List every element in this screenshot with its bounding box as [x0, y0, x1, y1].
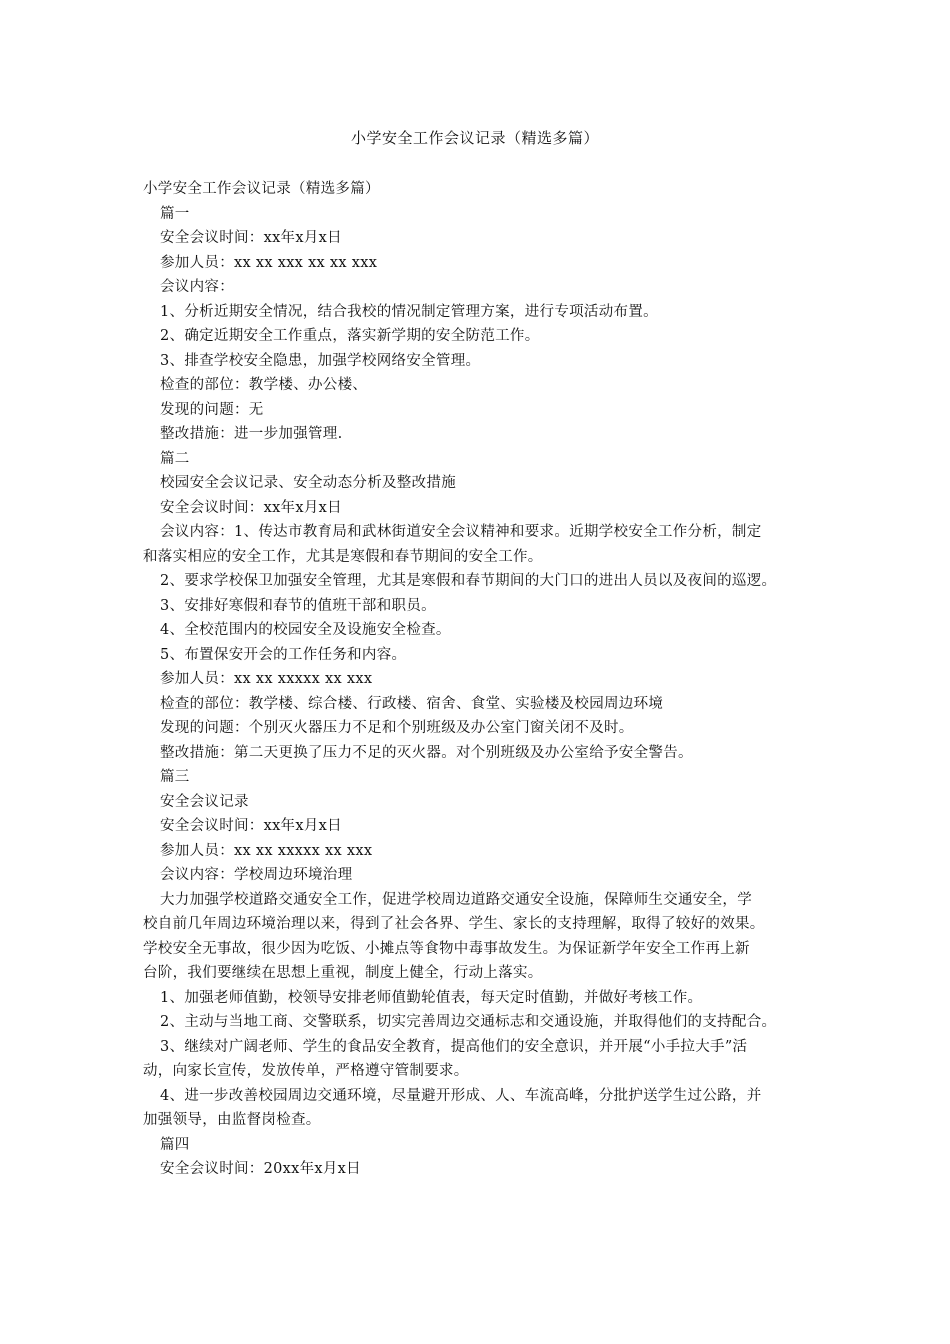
document-line: 校自前几年周边环境治理以来，得到了社会各界、学生、家长的支持理解，取得了较好的效果。	[143, 916, 765, 932]
document-line: 会议内容：学校周边环境治理	[160, 867, 353, 883]
document-line: 2、要求学校保卫加强安全管理，尤其是寒假和春节期间的大门口的进出人员以及夜间的巡逻。	[160, 573, 777, 589]
document-line: 动，向家长宣传，发放传单，严格遵守管制要求。	[143, 1063, 469, 1079]
document-line: 加强领导，由监督岗检查。	[143, 1112, 321, 1128]
document-line: 篇四	[160, 1136, 190, 1153]
document-line: 安全会议时间：xx年x月x日	[160, 818, 342, 834]
document-line: 1、分析近期安全情况，结合我校的情况制定管理方案，进行专项活动布置。	[160, 303, 658, 320]
document-line: 学校安全无事故，很少因为吃饭、小摊点等食物中毒事故发生。为保证新学年安全工作再上新	[143, 940, 750, 957]
document-line: 会议内容：	[160, 279, 234, 295]
document-line: 检查的部位：教学楼、综合楼、行政楼、宿舍、食堂、实验楼及校园周边环境	[160, 695, 664, 712]
document-line: 篇三	[160, 769, 190, 785]
document-line: 安全会议时间：xx年x月x日	[160, 499, 342, 516]
document-line: 篇二	[160, 450, 190, 467]
document-line: 和落实相应的安全工作，尤其是寒假和春节期间的安全工作。	[143, 548, 543, 565]
document-line: 3、继续对广阔老师、学生的食品安全教育，提高他们的安全意识，并开展“小手拉大手”活	[160, 1038, 748, 1055]
document-line: 安全会议时间：20xx年x月x日	[160, 1161, 361, 1177]
document-line: 4、全校范围内的校园安全及设施安全检查。	[160, 622, 451, 638]
document-line: 2、主动与当地工商、交警联系，切实完善周边交通标志和交通设施，并取得他们的支持配合。	[160, 1014, 777, 1030]
document-line: 小学安全工作会议记录（精选多篇）	[143, 181, 380, 197]
document-line: 安全会议时间：xx年x月x日	[160, 230, 342, 246]
document-line: 2、确定近期安全工作重点，落实新学期的安全防范工作。	[160, 328, 540, 344]
document-line: 参加人员：xx xx xxxxx xx xxx	[160, 671, 373, 687]
document-line: 4、进一步改善校园周边交通环境，尽量避开形成、人、车流高峰，分批护送学生过公路，并	[160, 1087, 762, 1104]
document-line: 3、排查学校安全隐患，加强学校网络安全管理。	[160, 352, 481, 369]
document-line: 大力加强学校道路交通安全工作，促进学校周边道路交通安全设施，保障师生交通安全，学	[160, 891, 752, 908]
document-line: 发现的问题：无	[160, 401, 264, 418]
document-line: 参加人员：xx xx xxxxx xx xxx	[160, 842, 373, 859]
document-line: 整改措施：第二天更换了压力不足的灭火器。对个别班级及办公室给予安全警告。	[160, 744, 693, 761]
document-line: 校园安全会议记录、安全动态分析及整改措施	[160, 475, 456, 491]
document-line: 检查的部位：教学楼、办公楼、	[160, 377, 368, 393]
document-line: 发现的问题：个别灭火器压力不足和个别班级及办公室门窗关闭不及时。	[160, 720, 634, 736]
document-line: 安全会议记录	[160, 793, 249, 810]
document-line: 篇一	[160, 205, 190, 222]
document-line: 参加人员：xx xx xxx xx xx xxx	[160, 254, 378, 271]
document-line: 3、安排好寒假和春节的值班干部和职员。	[160, 597, 436, 614]
document-line: 会议内容：1、传达市教育局和武林街道安全会议精神和要求。近期学校安全工作分析，制定	[160, 524, 762, 540]
document-body	[143, 177, 813, 1182]
document-line: 5、布置保安开会的工作任务和内容。	[160, 646, 407, 663]
document-line: 台阶，我们要继续在思想上重视，制度上健全，行动上落实。	[143, 965, 543, 981]
document-line: 整改措施：进一步加强管理.	[160, 426, 343, 442]
document-line: 1、加强老师值勤，校领导安排老师值勤轮值表，每天定时值勤，并做好考核工作。	[160, 989, 703, 1006]
document-title: 小学安全工作会议记录（精选多篇）	[350, 129, 599, 147]
